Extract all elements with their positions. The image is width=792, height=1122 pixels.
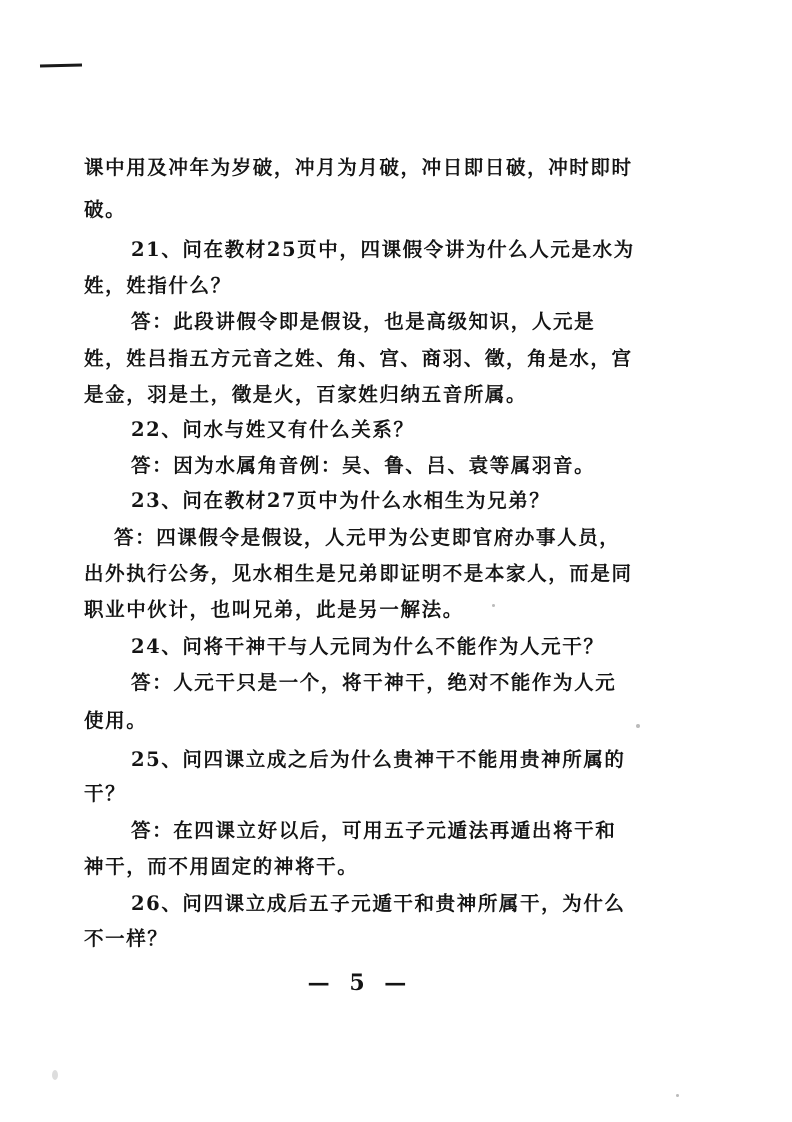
question-22: 22、问水与姓又有什么关系？ [131,418,415,441]
text-line: 姓，姓吕指五方元音之姓、角、宫、商羽、徵，角是水，宫 [84,347,633,370]
scan-edge-mark [40,63,82,67]
scan-speck [676,1094,679,1097]
question-26: 26、问四课立成后五子元遁干和贵神所属干，为什么 [131,892,626,915]
answer-24: 答：人元干只是一个，将干神干，绝对不能作为人元 [131,671,617,694]
text-line: 职业中伙计，也叫兄弟，此是另一解法。 [84,598,464,621]
answer-25: 答：在四课立好以后，可用五子元遁法再遁出将干和 [131,819,617,842]
text-line: 神干，而不用固定的神将干。 [84,855,359,878]
answer-21: 答：此段讲假令即是假设，也是高级知识，人元是 [131,310,596,333]
answer-23: 答：四课假令是假设，人元甲为公吏即官府办事人员， [114,526,621,549]
scan-speck [52,1070,58,1080]
question-24: 24、问将干神干与人元同为什么不能作为人元干？ [131,635,605,658]
text-line: 姓，姓指什么？ [84,274,232,297]
answer-22: 答：因为水属角音例：吴、鲁、吕、袁等属羽音。 [131,454,596,477]
question-25: 25、问四课立成之后为什么贵神干不能用贵神所属的 [131,748,626,771]
question-21: 21、问在教材25页中，四课假令讲为什么人元是水为 [131,238,635,261]
question-23: 23、问在教材27页中为什么水相生为兄弟？ [131,489,551,512]
scan-speck [492,604,495,607]
text-line: 使用。 [84,709,148,732]
text-line: 课中用及冲年为岁破，冲月为月破，冲日即日破，冲时即时 [84,156,633,179]
scan-speck [636,724,640,728]
text-line: 破。 [84,198,127,221]
text-line: 出外执行公务，见水相生是兄弟即证明不是本家人，而是同 [84,562,633,585]
text-line: 不一样？ [84,927,169,950]
text-line: 干？ [84,782,127,805]
text-line: 是金，羽是土，徵是火，百家姓归纳五音所属。 [84,383,528,406]
page-number: — 5 — [307,970,413,996]
